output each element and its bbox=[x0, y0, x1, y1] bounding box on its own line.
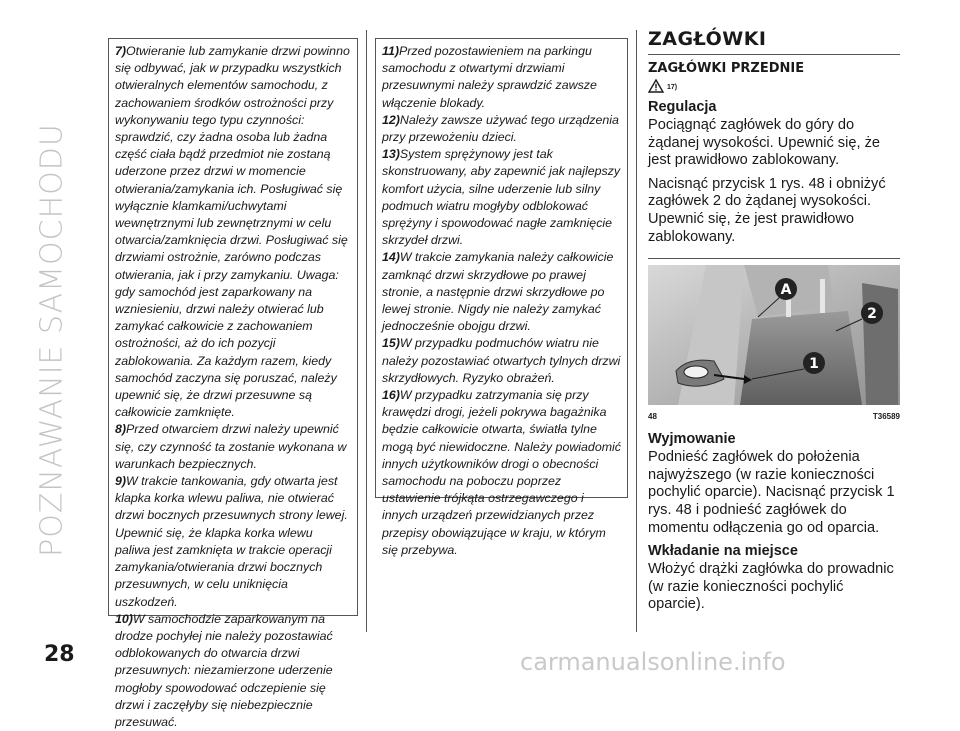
side-section-title: POZNAWANIE SAMOCHODU bbox=[34, 123, 70, 557]
label-a: A bbox=[780, 282, 792, 299]
subsection-title: ZAGŁÓWKI PRZEDNIE bbox=[648, 61, 805, 76]
wkladanie-paragraph: Włożyć drążki zagłówka do prowadnic (w razie konieczności pochylić oparcie). bbox=[648, 561, 894, 613]
wkladanie-heading: Wkładanie na miejsce bbox=[648, 543, 798, 560]
regulacja-paragraph-2: Nacisnąć przycisk 1 rys. 48 i obniżyć zagłówek 2 do żądanej wysokości. Upewnić się, że jest prawidłowo zablokowany. bbox=[648, 175, 886, 245]
wyjmowanie-paragraph: Podnieść zagłówek do położenia najwyższego (w razie konieczności pochylić oparcie). Nacisnąć przycisk 1 rys. 48 i podnieść zagłówek do momentu odłączenia go od oparcia. bbox=[648, 449, 895, 536]
regulacja-paragraph-1: Pociągnąć zagłówek do góry do żądanej wysokości. Upewnić się, że jest prawidłowo zablokowany. bbox=[648, 117, 880, 169]
title-rule bbox=[648, 54, 900, 55]
figure-code: T36589 bbox=[872, 412, 900, 422]
note-12: 12)Należy zawsze używać tego urządzenia przy przewożeniu dzieci. bbox=[382, 112, 619, 145]
figure-48 bbox=[648, 258, 900, 421]
notes-box-left bbox=[108, 38, 358, 729]
note-13: 13)System sprężynowy jest tak skonstruowany, aby zapewnić jak najlepszy komfort użycia, silne uderzenie lub silny podmuch wiatru mogłyby odblokować sprężyny i spowodować nagłe zamknięcie skrzydeł drzwi. bbox=[382, 147, 621, 248]
warning-ref-number: 17) bbox=[667, 84, 678, 91]
note-11: 11)Przed pozostawieniem na parkingu samochodu z otwartymi drzwiami przesuwnymi należy sprawdzić zawsze włączenie blokady. bbox=[382, 44, 597, 110]
note-9: 9)W trakcie tankowania, gdy otwarta jest klapka korka wlewu paliwa, nie otwierać drzwi bocznych przesuwnych strony lewej. Upewnić się, że klapka korka wlewu paliwa jest zamknięta w trakcie operacji zamykania/otwierania drzwi bocznych przesuwnych, w celu uniknięcia uszkodzeń. bbox=[115, 474, 348, 609]
wyjmowanie-heading: Wyjmowanie bbox=[648, 431, 736, 448]
headrest-illustration bbox=[648, 259, 900, 405]
note-7: 7)Otwieranie lub zamykanie drzwi powinno się odbywać, jak w przypadku wszystkich otwieralnych elementów samochodu, z zachowaniem środków ostrożności przy wykonywaniu tego typu czynności: sprawdzić, czy żadna osoba lub żadna część ciała bądź przedmiot nie zostaną uderzone przez drzwi w momencie otwierania/zamykania ich. Posługiwać się wyłącznie klamkami/uchwytami wewnętrznymi lub zewnętrznymi w celu otwarcia/zamknięcia drzwi. Posługiwać się drzwiami ostrożnie, zarówno podczas otwierania, jak i przy zamykaniu. Uwaga: gdy samochód jest zaparkowany na wzniesieniu, drzwi należy otwierać lub zamykać całkowicie z zachowaniem ostrożności, aż do ich pozycji zablokowania. Za każdym razem, kiedy samochód zaczyna się poruszać, należy upewnić się, że drzwi przesuwne są całkowicie zamknięte. bbox=[115, 44, 350, 420]
column-divider-right bbox=[636, 30, 637, 632]
note-15: 15)W przypadku podmuchów wiatru nie należy pozostawiać otwartych tylnych drzwi skrzydłowych. Ryzyko obrażeń. bbox=[382, 336, 621, 385]
watermark: carmanualsonline.info bbox=[520, 648, 786, 676]
headrest-section bbox=[648, 28, 900, 620]
note-16: 16)W przypadku zatrzymania się przy krawędzi drogi, jeżeli pokrywa bagażnika będzie całkowicie otwarta, światła tylne mogą być niewidoczne. Należy powiadomić innych użytkowników drogi o obecności samochodu na poboczu poprzez ustawienie trójkąta ostrzegawczego i innych urządzeń przewidzianych przez przepisy obowiązujące w kraju, w którym się przebywa. bbox=[382, 388, 621, 557]
note-8: 8)Przed otwarciem drzwi należy upewnić się, czy czynność ta zostanie wykonana w warunkach bezpiecznych. bbox=[115, 422, 347, 471]
figure-caption bbox=[648, 412, 900, 421]
note-10: 10)W samochodzie zaparkowanym na drodze pochyłej nie należy pozostawiać odblokowanych do otwarcia drzwi przesuwnych: niezamierzone uderzenie mogłoby spowodować odczepienie się drzwi i zaczęłyby się niebezpiecznie przesuwać. bbox=[115, 611, 333, 729]
regulacja-heading: Regulacja bbox=[648, 99, 717, 115]
figure-number: 48 bbox=[648, 412, 657, 422]
label-1: 1 bbox=[809, 356, 819, 373]
note-14: 14)W trakcie zamykania należy całkowicie zamknąć drzwi skrzydłowe po prawej stronie, a następnie drzwi skrzydłowe po lewej stronie. Nigdy nie należy zamykać jednocześnie obojgu drzwi. bbox=[382, 250, 614, 334]
warning-triangle-icon bbox=[648, 79, 664, 93]
warning-reference bbox=[648, 79, 900, 93]
label-2: 2 bbox=[867, 306, 877, 323]
page-number: 28 bbox=[44, 642, 75, 667]
column-divider bbox=[366, 30, 367, 632]
section-title: ZAGŁÓWKI bbox=[648, 28, 767, 50]
notes-box-right bbox=[375, 38, 628, 557]
